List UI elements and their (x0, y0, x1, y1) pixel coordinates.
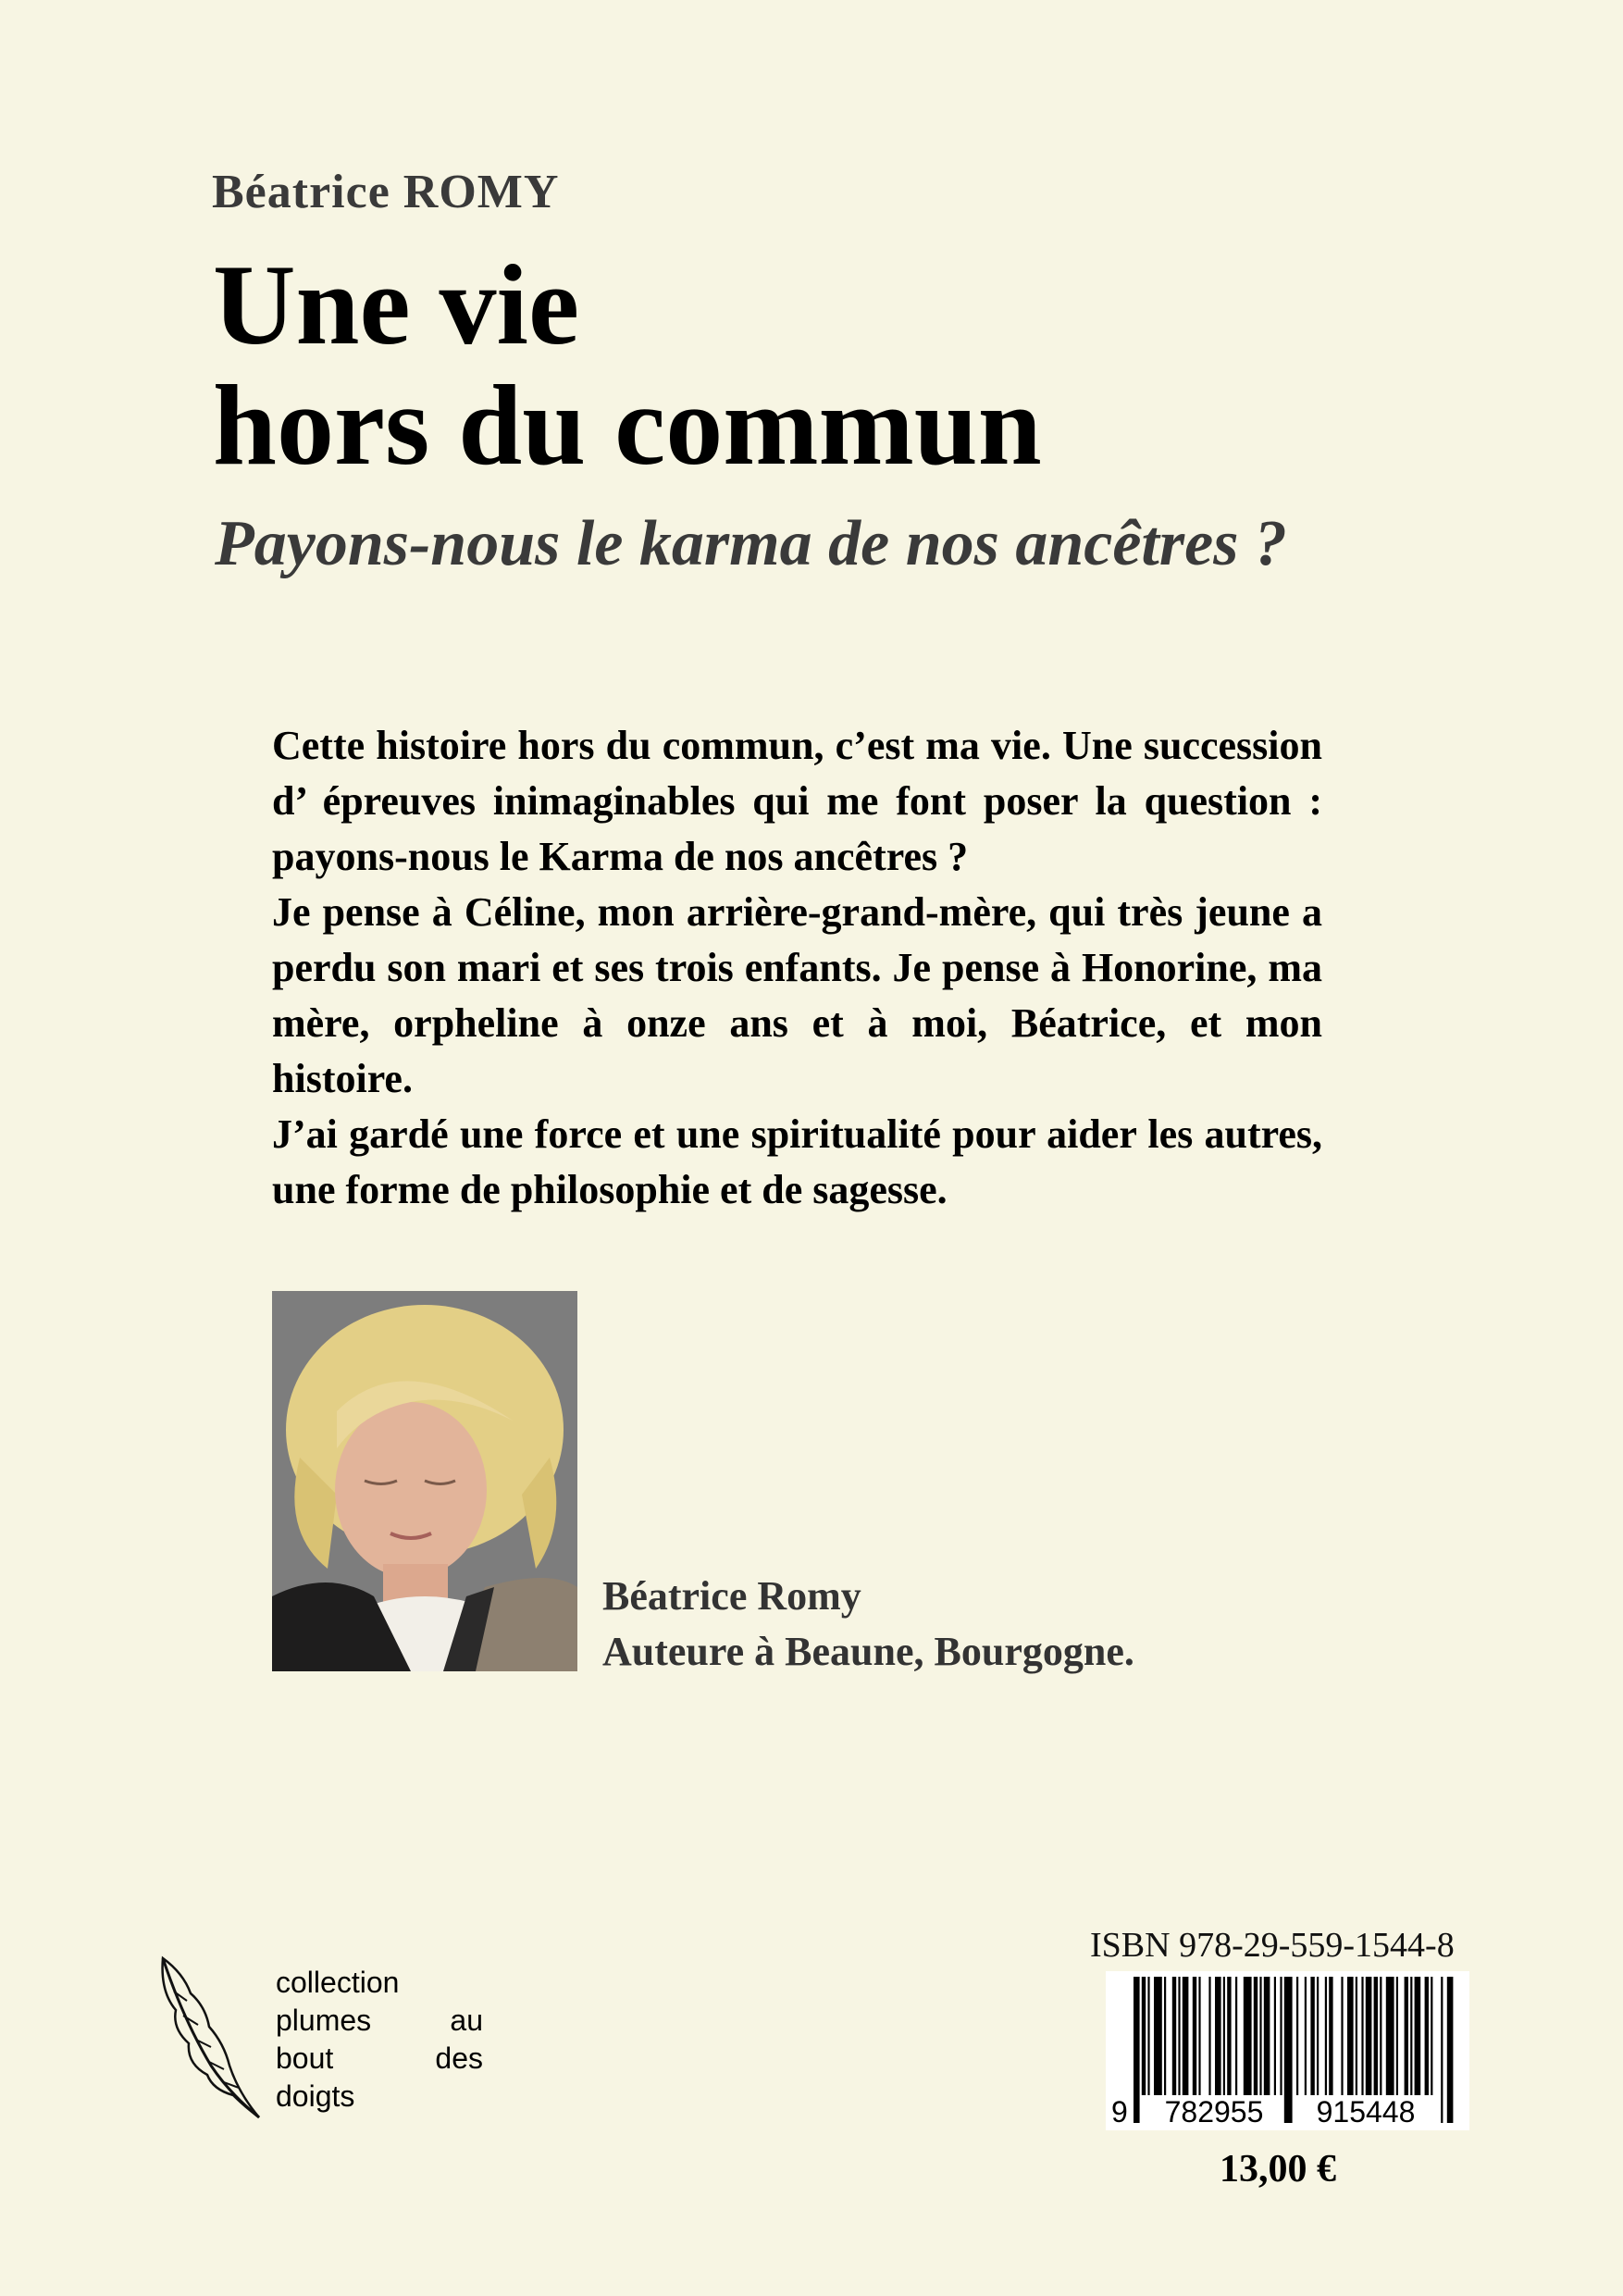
isbn-label: ISBN 978-29-559-1544-8 (1090, 1926, 1455, 1965)
barcode-bar (1296, 1977, 1298, 2095)
feather-icon (155, 1955, 266, 2121)
barcode-bar (1274, 1977, 1276, 2095)
barcode-bar (1380, 1977, 1381, 2095)
barcode-bar (1366, 1977, 1372, 2095)
barcode-bar (1134, 1977, 1140, 2123)
barcode-bar (1254, 1977, 1258, 2095)
barcode-bar (1259, 1977, 1261, 2095)
author-portrait-image (272, 1291, 577, 1671)
author-caption-name: Béatrice Romy (602, 1573, 861, 1619)
blurb-paragraph-2: Je pense à Céline, mon arrière-grand-mère, qui très jeune a perdu son mari et ses trois enfants. Je pense à Honorine, ma mère, orpheline à onze ans et à moi, Béatrice, et mon histoire. (272, 889, 1322, 1101)
author-caption-location: Auteure à Beaune, Bourgogne. (602, 1629, 1134, 1674)
barcode-bar (1329, 1977, 1332, 2095)
barcode-bar (1325, 1977, 1327, 2095)
book-author: Béatrice ROMY (212, 166, 560, 218)
blurb-paragraph-3: J’ai gardé une force et une spiritualité pour aider les autres, une forme de philosophie et de sagesse. (272, 1111, 1322, 1212)
barcode-digit-first: 9 (1111, 2095, 1128, 2128)
book-title-line-2: hors du commun (213, 362, 1042, 489)
collection-label (276, 1964, 483, 2116)
barcode-bar (1396, 1977, 1398, 2095)
barcode-bar (1415, 1977, 1421, 2095)
barcode-bar (1227, 1977, 1231, 2095)
barcode-bar (1317, 1977, 1319, 2095)
blurb-paragraph-1: Cette histoire hors du commun, c’est ma vie. Une succession d’ épreuves inimaginables qui me font poser la question : payons-nous le Karma de nos ancêtres ? (272, 723, 1322, 879)
barcode-bar (1284, 1977, 1293, 2123)
barcode-bar (1447, 1977, 1454, 2123)
barcode-bar (1386, 1977, 1394, 2095)
barcode-bar (1183, 1977, 1189, 2095)
barcode-bar (1235, 1977, 1237, 2095)
barcode-digits-right: 915448 (1296, 2095, 1435, 2129)
barcode-bar (1347, 1977, 1354, 2095)
author-photo (272, 1291, 577, 1671)
barcode-bar (1305, 1977, 1307, 2095)
barcode-bar (1356, 1977, 1357, 2095)
barcode-bar (1441, 1977, 1443, 2123)
barcode-bar (1341, 1977, 1343, 2095)
barcode-bar (1361, 1977, 1363, 2095)
barcode-bar (1208, 1977, 1210, 2095)
collection-line-4: doigts (276, 2079, 355, 2113)
back-cover-blurb (272, 718, 1322, 1218)
barcode-bar (1154, 1977, 1162, 2095)
barcode-bar (1264, 1977, 1270, 2095)
barcode-bar (1193, 1977, 1196, 2095)
book-subtitle: Payons-nous le karma de nos ancêtres ? (215, 508, 1287, 579)
barcode-bar (1310, 1977, 1314, 2095)
price: 13,00 € (1220, 2148, 1336, 2191)
barcode-bar (1223, 1977, 1225, 2095)
barcode-bar (1374, 1977, 1378, 2095)
barcode (1106, 1971, 1469, 2130)
barcode-bar (1405, 1977, 1408, 2095)
barcode-digits-left: 782955 (1145, 2095, 1283, 2129)
collection-line-1: collection (276, 1966, 400, 1999)
collection-line-2: plumes au (276, 2004, 483, 2037)
barcode-bar (1244, 1977, 1252, 2095)
collection-line-3: bout des (276, 2042, 483, 2075)
barcode-bar (1431, 1977, 1432, 2095)
barcode-bar (1178, 1977, 1180, 2095)
barcode-bar (1198, 1977, 1200, 2095)
barcode-bar (1410, 1977, 1412, 2095)
book-title-line-1: Une vie (213, 242, 580, 368)
barcode-bar (1164, 1977, 1166, 2095)
barcode-bar (1142, 1977, 1146, 2095)
barcode-bar (1147, 1977, 1149, 2095)
barcode-bar (1172, 1977, 1176, 2095)
barcode-bar (1215, 1977, 1221, 2095)
barcode-bar (1425, 1977, 1429, 2095)
author-caption (602, 1569, 1134, 1680)
